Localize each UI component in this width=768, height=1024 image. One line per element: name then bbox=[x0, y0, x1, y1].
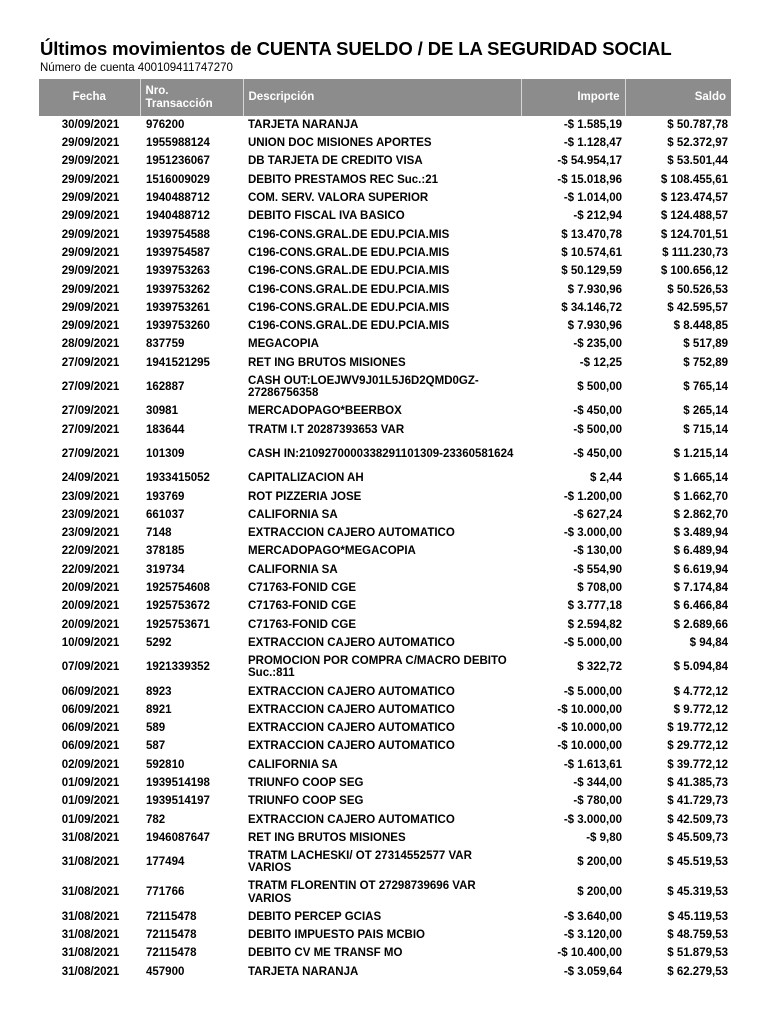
cell-descripcion: TRATM LACHESKI/ OT 27314552577 VAR VARIOS bbox=[248, 849, 472, 875]
transactions-table bbox=[39, 79, 731, 981]
cell-importe: -$ 344,00 bbox=[573, 776, 622, 789]
cell-fecha: 01/09/2021 bbox=[61, 813, 120, 826]
cell-importe: $ 7.930,96 bbox=[567, 320, 622, 333]
cell-saldo: $ 7.174,84 bbox=[673, 582, 728, 595]
cell-nro-transaccion: 592810 bbox=[146, 758, 185, 771]
cell-descripcion: DB TARJETA DE CREDITO VISA bbox=[248, 155, 423, 168]
table-row bbox=[39, 336, 731, 354]
cell-saldo: $ 51.879,53 bbox=[667, 947, 728, 960]
cell-descripcion: DEBITO CV ME TRANSF MO bbox=[248, 947, 403, 960]
cell-saldo: $ 45.519,53 bbox=[667, 856, 728, 869]
cell-fecha: 23/09/2021 bbox=[61, 508, 120, 521]
cell-nro-transaccion: 1939754588 bbox=[146, 228, 210, 241]
cell-fecha: 29/09/2021 bbox=[61, 301, 120, 314]
cell-saldo: $ 8.448,85 bbox=[673, 320, 728, 333]
cell-saldo: $ 752,89 bbox=[683, 356, 728, 369]
cell-fecha: 07/09/2021 bbox=[61, 661, 120, 674]
cell-nro-transaccion: 1939753262 bbox=[146, 283, 210, 296]
table-row bbox=[39, 634, 731, 652]
cell-descripcion: CASH IN:2109270000338291101309-23360581624 bbox=[248, 447, 514, 460]
cell-descripcion: CAPITALIZACION AH bbox=[248, 472, 364, 485]
cell-fecha: 31/08/2021 bbox=[61, 965, 120, 978]
table-row bbox=[39, 262, 731, 280]
cell-descripcion: RET ING BRUTOS MISIONES bbox=[248, 356, 406, 369]
cell-importe: $ 200,00 bbox=[577, 856, 622, 869]
cell-nro-transaccion: 1925753671 bbox=[146, 618, 210, 631]
cell-saldo: $ 5.094,84 bbox=[673, 661, 728, 674]
cell-descripcion: TARJETA NARANJA bbox=[248, 965, 359, 978]
table-row bbox=[39, 524, 731, 542]
cell-fecha: 29/09/2021 bbox=[61, 210, 120, 223]
cell-saldo: $ 4.772,12 bbox=[673, 685, 728, 698]
column-header-saldo: Saldo bbox=[625, 79, 731, 116]
cell-nro-transaccion: 976200 bbox=[146, 118, 185, 131]
cell-fecha: 29/09/2021 bbox=[61, 320, 120, 333]
cell-importe: -$ 3.120,00 bbox=[563, 929, 622, 942]
cell-importe: -$ 235,00 bbox=[573, 338, 622, 351]
table-row bbox=[39, 116, 731, 134]
cell-fecha: 29/09/2021 bbox=[61, 155, 120, 168]
table-row bbox=[39, 738, 731, 756]
cell-descripcion: DEBITO FISCAL IVA BASICO bbox=[248, 210, 405, 223]
cell-fecha: 29/09/2021 bbox=[61, 246, 120, 259]
cell-saldo: $ 50.526,53 bbox=[667, 283, 728, 296]
cell-nro-transaccion: 72115478 bbox=[146, 910, 197, 923]
cell-saldo: $ 124.488,57 bbox=[660, 210, 728, 223]
column-header-fecha: Fecha bbox=[39, 79, 140, 116]
cell-saldo: $ 45.119,53 bbox=[667, 910, 728, 923]
cell-saldo: $ 94,84 bbox=[689, 636, 728, 649]
table-row bbox=[39, 354, 731, 372]
table-row bbox=[39, 506, 731, 524]
cell-nro-transaccion: 8923 bbox=[146, 685, 172, 698]
cell-descripcion: C196-CONS.GRAL.DE EDU.PCIA.MIS bbox=[248, 265, 450, 278]
cell-nro-transaccion: 587 bbox=[146, 740, 166, 753]
cell-descripcion: C71763-FONID CGE bbox=[248, 600, 357, 613]
cell-fecha: 27/09/2021 bbox=[61, 356, 120, 369]
cell-nro-transaccion: 1939753263 bbox=[146, 265, 210, 278]
cell-fecha: 30/09/2021 bbox=[61, 118, 120, 131]
cell-fecha: 22/09/2021 bbox=[61, 563, 120, 576]
cell-importe: $ 2,44 bbox=[590, 472, 622, 485]
cell-nro-transaccion: 193769 bbox=[146, 490, 185, 503]
cell-importe: -$ 12,25 bbox=[579, 356, 622, 369]
cell-descripcion: EXTRACCION CAJERO AUTOMATICO bbox=[248, 703, 455, 716]
cell-fecha: 01/09/2021 bbox=[61, 776, 120, 789]
cell-fecha: 31/08/2021 bbox=[61, 910, 120, 923]
cell-descripcion: TRIUNFO COOP SEG bbox=[248, 776, 364, 789]
cell-nro-transaccion: 1925754608 bbox=[146, 582, 210, 595]
cell-fecha: 31/08/2021 bbox=[61, 947, 120, 960]
table-row bbox=[39, 616, 731, 634]
cell-descripcion: EXTRACCION CAJERO AUTOMATICO bbox=[248, 740, 455, 753]
cell-nro-transaccion: 837759 bbox=[146, 338, 185, 351]
table-row bbox=[39, 372, 731, 402]
cell-importe: $ 13.470,78 bbox=[561, 228, 622, 241]
cell-descripcion: CALIFORNIA SA bbox=[248, 758, 338, 771]
cell-fecha: 29/09/2021 bbox=[61, 265, 120, 278]
cell-nro-transaccion: 1946087647 bbox=[146, 831, 210, 844]
cell-fecha: 06/09/2021 bbox=[61, 703, 120, 716]
cell-descripcion: DEBITO PERCEP GCIAS bbox=[248, 910, 382, 923]
cell-nro-transaccion: 7148 bbox=[146, 527, 172, 540]
cell-descripcion: EXTRACCION CAJERO AUTOMATICO bbox=[248, 813, 455, 826]
table-row bbox=[39, 963, 731, 981]
cell-importe: -$ 500,00 bbox=[573, 423, 622, 436]
cell-importe: -$ 10.000,00 bbox=[557, 722, 622, 735]
cell-fecha: 02/09/2021 bbox=[61, 758, 120, 771]
cell-nro-transaccion: 72115478 bbox=[146, 947, 197, 960]
cell-importe: -$ 1.014,00 bbox=[563, 192, 622, 205]
cell-nro-transaccion: 5292 bbox=[146, 636, 172, 649]
cell-fecha: 27/09/2021 bbox=[61, 447, 120, 460]
cell-descripcion: RET ING BRUTOS MISIONES bbox=[248, 831, 406, 844]
cell-fecha: 06/09/2021 bbox=[61, 740, 120, 753]
cell-nro-transaccion: 782 bbox=[146, 813, 166, 826]
table-row bbox=[39, 439, 731, 469]
table-row bbox=[39, 153, 731, 171]
cell-importe: -$ 3.640,00 bbox=[563, 910, 622, 923]
table-row bbox=[39, 579, 731, 597]
cell-descripcion: PROMOCION POR COMPRA C/MACRO DEBITO Suc.:811 bbox=[248, 654, 507, 680]
cell-saldo: $ 2.689,66 bbox=[673, 618, 728, 631]
cell-fecha: 27/09/2021 bbox=[61, 405, 120, 418]
cell-importe: $ 2.594,82 bbox=[567, 618, 622, 631]
cell-descripcion: TRIUNFO COOP SEG bbox=[248, 795, 364, 808]
cell-importe: -$ 130,00 bbox=[573, 545, 622, 558]
cell-importe: $ 3.777,18 bbox=[567, 600, 622, 613]
cell-descripcion: TRATM FLORENTIN OT 27298739696 VAR VARIOS bbox=[248, 880, 476, 905]
table-row bbox=[39, 226, 731, 244]
cell-importe: -$ 3.000,00 bbox=[563, 813, 622, 826]
table-row bbox=[39, 652, 731, 682]
cell-fecha: 01/09/2021 bbox=[61, 795, 120, 808]
cell-fecha: 23/09/2021 bbox=[61, 490, 120, 503]
cell-fecha: 29/09/2021 bbox=[61, 137, 120, 150]
cell-descripcion: C196-CONS.GRAL.DE EDU.PCIA.MIS bbox=[248, 246, 450, 259]
cell-saldo: $ 41.385,73 bbox=[667, 776, 728, 789]
cell-fecha: 31/08/2021 bbox=[61, 929, 120, 942]
cell-saldo: $ 124.701,51 bbox=[660, 228, 728, 241]
table-row bbox=[39, 756, 731, 774]
cell-descripcion: C71763-FONID CGE bbox=[248, 582, 357, 595]
cell-descripcion: C196-CONS.GRAL.DE EDU.PCIA.MIS bbox=[248, 228, 450, 241]
cell-importe: -$ 212,94 bbox=[573, 210, 622, 223]
cell-saldo: $ 265,14 bbox=[683, 405, 728, 418]
cell-fecha: 29/09/2021 bbox=[61, 228, 120, 241]
cell-descripcion: CASH OUT:LOEJWV9J01L5J6D2QMD0GZ-27286756358 bbox=[248, 374, 479, 400]
cell-saldo: $ 41.729,73 bbox=[667, 795, 728, 808]
table-row bbox=[39, 597, 731, 615]
cell-fecha: 28/09/2021 bbox=[61, 338, 120, 351]
table-row bbox=[39, 792, 731, 810]
page-title: Últimos movimientos de CUENTA SUELDO / DE LA SEGURIDAD SOCIAL bbox=[40, 38, 672, 59]
cell-nro-transaccion: 319734 bbox=[146, 563, 185, 576]
cell-nro-transaccion: 1951236067 bbox=[146, 155, 210, 168]
cell-saldo: $ 1.665,14 bbox=[673, 472, 728, 485]
cell-importe: $ 50.129,59 bbox=[561, 265, 622, 278]
cell-nro-transaccion: 661037 bbox=[146, 508, 185, 521]
table-row bbox=[39, 189, 731, 207]
table-row bbox=[39, 281, 731, 299]
cell-nro-transaccion: 177494 bbox=[146, 856, 185, 869]
cell-saldo: $ 715,14 bbox=[683, 423, 728, 436]
cell-saldo: $ 52.372,97 bbox=[667, 137, 728, 150]
cell-descripcion: UNION DOC MISIONES APORTES bbox=[248, 137, 432, 150]
cell-nro-transaccion: 1925753672 bbox=[146, 600, 210, 613]
cell-nro-transaccion: 1516009029 bbox=[146, 173, 210, 186]
cell-importe: -$ 627,24 bbox=[573, 508, 622, 521]
cell-saldo: $ 48.759,53 bbox=[667, 929, 728, 942]
cell-fecha: 23/09/2021 bbox=[61, 527, 120, 540]
cell-nro-transaccion: 771766 bbox=[146, 886, 185, 899]
cell-descripcion: MEGACOPIA bbox=[248, 338, 319, 351]
cell-descripcion: C71763-FONID CGE bbox=[248, 618, 357, 631]
cell-descripcion: C196-CONS.GRAL.DE EDU.PCIA.MIS bbox=[248, 301, 450, 314]
table-row bbox=[39, 908, 731, 926]
cell-saldo: $ 45.509,73 bbox=[667, 831, 728, 844]
cell-importe: -$ 9,80 bbox=[586, 831, 622, 844]
cell-importe: $ 10.574,61 bbox=[561, 246, 622, 259]
cell-nro-transaccion: 1955988124 bbox=[146, 137, 210, 150]
cell-saldo: $ 45.319,53 bbox=[667, 886, 728, 899]
cell-nro-transaccion: 1939514197 bbox=[146, 795, 210, 808]
cell-saldo: $ 9.772,12 bbox=[673, 703, 728, 716]
cell-fecha: 06/09/2021 bbox=[61, 722, 120, 735]
cell-descripcion: C196-CONS.GRAL.DE EDU.PCIA.MIS bbox=[248, 283, 450, 296]
cell-fecha: 29/09/2021 bbox=[61, 192, 120, 205]
table-row bbox=[39, 317, 731, 335]
cell-importe: -$ 450,00 bbox=[573, 447, 622, 460]
cell-nro-transaccion: 1940488712 bbox=[146, 192, 210, 205]
cell-descripcion: C196-CONS.GRAL.DE EDU.PCIA.MIS bbox=[248, 320, 450, 333]
cell-saldo: $ 1.215,14 bbox=[673, 447, 728, 460]
cell-nro-transaccion: 1939753260 bbox=[146, 320, 210, 333]
cell-saldo: $ 3.489,94 bbox=[673, 527, 728, 540]
table-body bbox=[39, 116, 731, 981]
cell-nro-transaccion: 72115478 bbox=[146, 929, 197, 942]
cell-importe: -$ 5.000,00 bbox=[563, 685, 622, 698]
cell-saldo: $ 19.772,12 bbox=[667, 722, 728, 735]
table-row bbox=[39, 299, 731, 317]
cell-importe: -$ 5.000,00 bbox=[563, 636, 622, 649]
cell-fecha: 10/09/2021 bbox=[61, 636, 120, 649]
cell-nro-transaccion: 30981 bbox=[146, 405, 178, 418]
cell-saldo: $ 100.656,12 bbox=[660, 265, 728, 278]
cell-nro-transaccion: 1933415052 bbox=[146, 472, 210, 485]
table-row bbox=[39, 944, 731, 962]
table-row bbox=[39, 719, 731, 737]
cell-saldo: $ 29.772,12 bbox=[667, 740, 728, 753]
table-row bbox=[39, 543, 731, 561]
cell-fecha: 29/09/2021 bbox=[61, 283, 120, 296]
cell-saldo: $ 108.455,61 bbox=[660, 173, 728, 186]
cell-saldo: $ 765,14 bbox=[683, 381, 728, 394]
cell-importe: $ 200,00 bbox=[577, 886, 622, 899]
cell-nro-transaccion: 1921339352 bbox=[146, 661, 210, 674]
cell-saldo: $ 1.662,70 bbox=[673, 490, 728, 503]
cell-descripcion: DEBITO PRESTAMOS REC Suc.:21 bbox=[248, 173, 438, 186]
cell-fecha: 31/08/2021 bbox=[61, 831, 120, 844]
cell-fecha: 22/09/2021 bbox=[61, 545, 120, 558]
cell-descripcion: DEBITO IMPUESTO PAIS MCBIO bbox=[248, 929, 425, 942]
table-row bbox=[39, 244, 731, 262]
cell-fecha: 20/09/2021 bbox=[61, 582, 120, 595]
cell-nro-transaccion: 378185 bbox=[146, 545, 185, 558]
cell-descripcion: TRATM I.T 20287393653 VAR bbox=[248, 423, 405, 436]
cell-importe: -$ 1.200,00 bbox=[563, 490, 622, 503]
cell-nro-transaccion: 1941521295 bbox=[146, 356, 210, 369]
cell-importe: -$ 3.000,00 bbox=[563, 527, 622, 540]
cell-descripcion: MERCADOPAGO*BEERBOX bbox=[248, 405, 402, 418]
cell-fecha: 20/09/2021 bbox=[61, 618, 120, 631]
cell-nro-transaccion: 1939753261 bbox=[146, 301, 210, 314]
cell-importe: -$ 10.400,00 bbox=[557, 947, 622, 960]
column-header-nro-transaccion: Nro. Transacción bbox=[140, 79, 243, 116]
cell-nro-transaccion: 1940488712 bbox=[146, 210, 210, 223]
cell-importe: -$ 1.128,47 bbox=[563, 137, 622, 150]
cell-importe: -$ 54.954,17 bbox=[557, 155, 622, 168]
table-row bbox=[39, 207, 731, 225]
cell-fecha: 31/08/2021 bbox=[61, 886, 120, 899]
table-row bbox=[39, 561, 731, 579]
table-row bbox=[39, 171, 731, 189]
table-row bbox=[39, 878, 731, 908]
account-number: Número de cuenta 400109411747270 bbox=[40, 62, 233, 74]
table-row bbox=[39, 134, 731, 152]
cell-saldo: $ 42.509,73 bbox=[667, 813, 728, 826]
table-row bbox=[39, 402, 731, 420]
cell-importe: -$ 450,00 bbox=[573, 405, 622, 418]
cell-nro-transaccion: 101309 bbox=[146, 447, 185, 460]
table-row bbox=[39, 774, 731, 792]
cell-saldo: $ 517,89 bbox=[683, 338, 728, 351]
table-row bbox=[39, 469, 731, 487]
cell-nro-transaccion: 1939754587 bbox=[146, 246, 210, 259]
cell-saldo: $ 123.474,57 bbox=[660, 192, 728, 205]
cell-importe: -$ 10.000,00 bbox=[557, 740, 622, 753]
cell-saldo: $ 111.230,73 bbox=[662, 246, 728, 259]
cell-nro-transaccion: 8921 bbox=[146, 703, 172, 716]
table-row bbox=[39, 847, 731, 877]
cell-importe: -$ 1.613,61 bbox=[563, 758, 622, 771]
cell-descripcion: EXTRACCION CAJERO AUTOMATICO bbox=[248, 527, 455, 540]
cell-descripcion: EXTRACCION CAJERO AUTOMATICO bbox=[248, 685, 455, 698]
cell-fecha: 20/09/2021 bbox=[61, 600, 120, 613]
column-header-descripcion: Descripción bbox=[243, 79, 521, 116]
table-row bbox=[39, 701, 731, 719]
cell-nro-transaccion: 183644 bbox=[146, 423, 185, 436]
cell-saldo: $ 6.489,94 bbox=[673, 545, 728, 558]
cell-saldo: $ 6.466,84 bbox=[673, 600, 728, 613]
cell-importe: -$ 15.018,96 bbox=[557, 173, 622, 186]
cell-descripcion: COM. SERV. VALORA SUPERIOR bbox=[248, 192, 429, 205]
cell-importe: $ 708,00 bbox=[577, 582, 622, 595]
cell-fecha: 27/09/2021 bbox=[61, 381, 120, 394]
cell-descripcion: ROT PIZZERIA JOSE bbox=[248, 490, 362, 503]
cell-descripcion: EXTRACCION CAJERO AUTOMATICO bbox=[248, 722, 455, 735]
cell-nro-transaccion: 457900 bbox=[146, 965, 185, 978]
cell-saldo: $ 2.862,70 bbox=[673, 508, 728, 521]
cell-descripcion: MERCADOPAGO*MEGACOPIA bbox=[248, 545, 416, 558]
cell-saldo: $ 39.772,12 bbox=[667, 758, 728, 771]
cell-fecha: 06/09/2021 bbox=[61, 685, 120, 698]
table-row bbox=[39, 926, 731, 944]
cell-fecha: 24/09/2021 bbox=[61, 472, 120, 485]
cell-nro-transaccion: 589 bbox=[146, 722, 166, 735]
cell-importe: -$ 10.000,00 bbox=[557, 703, 622, 716]
cell-descripcion: TARJETA NARANJA bbox=[248, 118, 359, 131]
cell-importe: -$ 780,00 bbox=[573, 795, 622, 808]
cell-fecha: 31/08/2021 bbox=[61, 856, 120, 869]
table-row bbox=[39, 811, 731, 829]
table-row bbox=[39, 488, 731, 506]
cell-saldo: $ 53.501,44 bbox=[667, 155, 728, 168]
table-row bbox=[39, 829, 731, 847]
cell-importe: -$ 1.585,19 bbox=[563, 118, 622, 131]
cell-descripcion: CALIFORNIA SA bbox=[248, 563, 338, 576]
cell-importe: $ 500,00 bbox=[577, 381, 622, 394]
table-row bbox=[39, 683, 731, 701]
cell-importe: $ 34.146,72 bbox=[561, 301, 622, 314]
cell-nro-transaccion: 1939514198 bbox=[146, 776, 210, 789]
cell-saldo: $ 42.595,57 bbox=[667, 301, 728, 314]
table-header bbox=[39, 79, 731, 116]
cell-nro-transaccion: 162887 bbox=[146, 381, 185, 394]
table-row bbox=[39, 421, 731, 439]
cell-importe: $ 7.930,96 bbox=[567, 283, 622, 296]
cell-descripcion: CALIFORNIA SA bbox=[248, 508, 338, 521]
column-header-importe: Importe bbox=[521, 79, 625, 116]
cell-saldo: $ 6.619,94 bbox=[673, 563, 728, 576]
cell-importe: -$ 554,90 bbox=[573, 563, 622, 576]
cell-importe: $ 322,72 bbox=[577, 661, 622, 674]
cell-importe: -$ 3.059,64 bbox=[563, 965, 622, 978]
cell-saldo: $ 62.279,53 bbox=[667, 965, 728, 978]
cell-fecha: 29/09/2021 bbox=[61, 173, 120, 186]
cell-fecha: 27/09/2021 bbox=[61, 423, 120, 436]
cell-descripcion: EXTRACCION CAJERO AUTOMATICO bbox=[248, 636, 455, 649]
cell-saldo: $ 50.787,78 bbox=[667, 118, 728, 131]
